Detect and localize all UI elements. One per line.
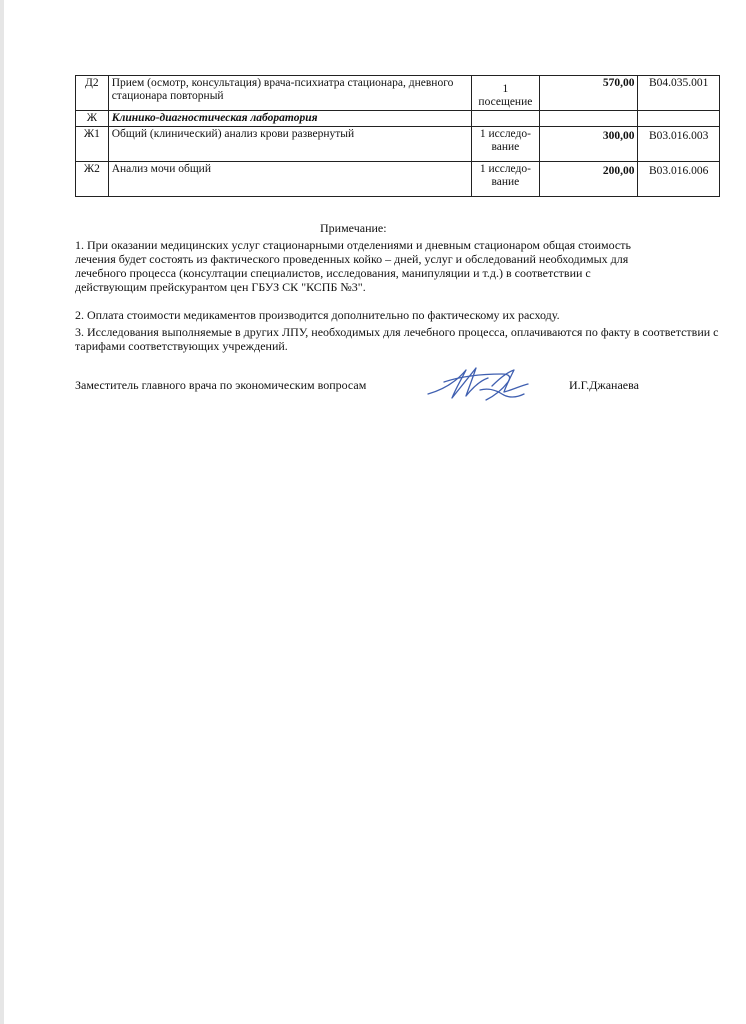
row-unit [471,162,540,197]
table-row [76,76,720,111]
row-price: 570,00 [540,76,638,111]
row-code: Ж2 [76,162,109,197]
price-table [75,75,720,197]
unit-line: 1 исследо- [479,128,531,140]
row-price: 300,00 [540,127,638,162]
row-price: 200,00 [540,162,638,197]
unit-line: вание [491,176,520,188]
unit-line: 1 исследо- [479,163,531,175]
row-service-code: B04.035.001 [638,76,720,111]
page-edge [0,0,4,1024]
row-code: Ж1 [76,127,109,162]
unit-line: посещение [478,96,533,108]
signer-name: И.Г.Джанаева [569,378,639,392]
row-unit [471,76,540,111]
unit-line: 1 [502,83,509,95]
handwritten-signature [422,360,534,405]
signer-title: Заместитель главного врача по экономическим вопросам [75,378,367,392]
row-name: Общий (клинический) анализ крови развернутый [108,127,471,162]
table-section-row [76,111,720,127]
row-service-code: B03.016.003 [638,127,720,162]
row-price-empty [540,111,638,127]
note-item-2: 2. Оплата стоимости медикаментов производится дополнительно по фактическому их расходу. [75,308,560,322]
row-service-code: B03.016.006 [638,162,720,197]
row-code: Ж [76,111,109,127]
section-name: Клинико-диагностическая лаборатория [108,111,471,127]
row-service-code-empty [638,111,720,127]
row-unit-empty [471,111,540,127]
row-unit [471,127,540,162]
table-row [76,127,720,162]
note-item-3: 3. Исследования выполняемые в других ЛПУ, необходимых для лечебного процесса, оплачиваются по факту в соответствии с тарифами соответствующих учреждений. [75,325,719,353]
note-item-1: 1. При оказании медицинских услуг стационарными отделениями и дневным стационаром общая стоимость лечения будет состоять из фактического проведенных койко – дней, услуг и обследований необходимых для лечебного процесса (консултации специалистов, исследования, манипуляции и т.д.) в соответствии с действующим прейскурантом цен ГБУЗ СК "КСПБ №3". [75,238,631,294]
row-code: Д2 [76,76,109,111]
row-name: Прием (осмотр, консультация) врача-психиатра стационара, дневного стационара повторный [108,76,471,111]
unit-line: вание [491,141,520,153]
table-row [76,162,720,197]
notes-title: Примечание: [320,221,387,235]
row-name: Анализ мочи общий [108,162,471,197]
